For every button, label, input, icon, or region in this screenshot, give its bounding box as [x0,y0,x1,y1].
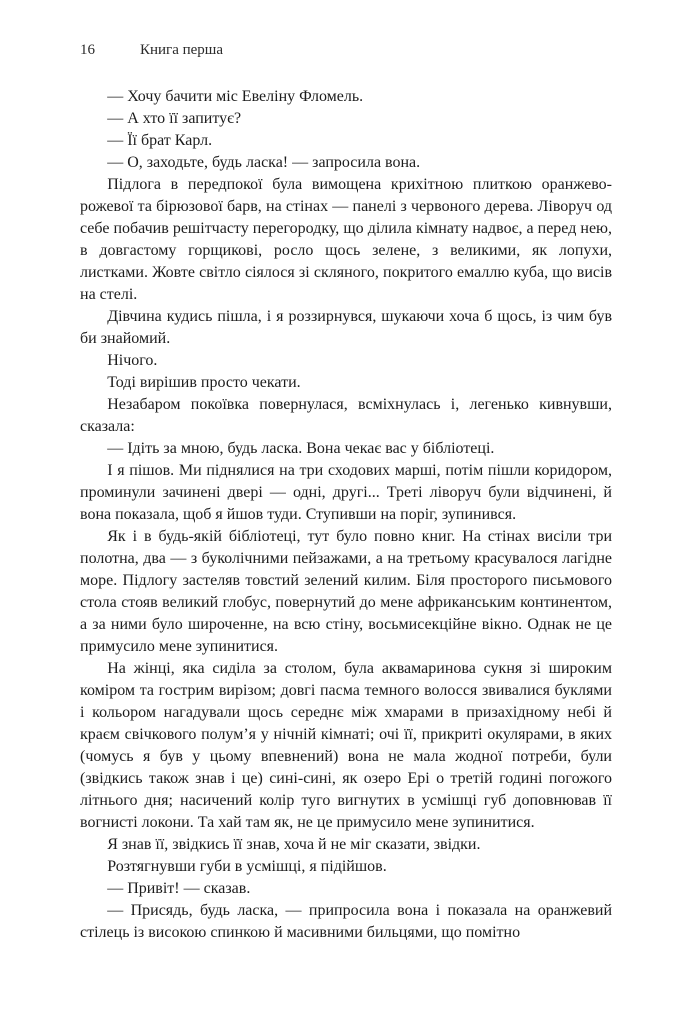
paragraph: — Хочу бачити міс Евеліну Фломель. [107,88,364,105]
paragraph: На жінці, яка сиділа за столом, була аквамаринова сукня зі широким коміром та гострим вирізом; довгі пасма темного волосся звивалися буклями і кольором нагадували щось середнє між хмарами в призахідному небі й краєм свічкового полум’я у нічній кімнаті; очі її, прикриті окулярами, в яких (чомусь я був у цьому впевнений) вона не мала жодної потреби, були (звідкись також знав і це) сині-сині, як озеро Ері о третій годині погожого літнього дня; насичений колір туго вигнутих в усмішці губ доповнював її вогнисті локони. Та хай там як, не це примусило мене зупинитися. [80,660,612,831]
paragraph: Я знав її, звідкись її знав, хоча й не міг сказати, звідки. [107,836,481,853]
page-content [80,40,612,944]
paragraph: — О, заходьте, будь ласка! — запросила вона. [107,154,421,171]
paragraph: — Привіт! — сказав. [107,880,251,897]
paragraph: Як і в будь-якій бібліотеці, тут було повно книг. На стінах висіли три полотна, два — з буколічними пейзажами, а на третьому красувалося лагідне море. Підлогу застеляв товстий зелений килим. Біля просторого письмового стола стояв великий глобус, повернутий до мене африканським континентом, а за ними було широченне, на всю стіну, восьмисекційне вікно. Однак не це примусило мене зупинитися. [80,528,612,655]
paragraph: Підлога в передпокої була вимощена крихітною плиткою оранжево-рожевої та бірюзової барв, на стінах — панелі з червоного дерева. Ліворуч од себе побачив решітчасту перегородку, що ділила кімнату надвоє, а перед нею, в довгастому горщикові, росло щось зелене, з великими, як лопухи, листками. Жовте світло сіялося зі скляного, покритого емаллю куба, що висів на стелі. [80,176,612,303]
paragraph: Нічого. [107,352,158,369]
page-header [80,40,612,60]
paragraph: Розтягнувши губи в усмішці, я підійшов. [107,858,387,875]
paragraph: Тоді вирішив просто чекати. [107,374,301,391]
paragraph: Незабаром покоївка повернулася, всміхнулась і, легенько кивнувши, сказала: [80,396,612,435]
paragraph: — Її брат Карл. [107,132,213,149]
paragraph: Дівчина кудись пішла, і я роззирнувся, шукаючи хоча б щось, із чим був би знайомий. [80,308,612,347]
page-body [80,86,612,944]
paragraph: І я пішов. Ми піднялися на три сходових марші, потім пішли коридором, проминули зачинені двері — одні, другі... Треті ліворуч були відчинені, й вона показала, щоб я йшов туди. Ступивши на поріг, зупинився. [80,462,612,523]
running-title: Книга перша [140,42,224,58]
paragraph: — Присядь, будь ласка, — припросила вона і показала на оранжевий стілець із високою спинкою й масивними бильцями, що помітно [80,902,612,941]
paragraph: — А хто її запитує? [107,110,242,127]
page-number: 16 [80,42,95,58]
paragraph: — Ідіть за мною, будь ласка. Вона чекає вас у бібліотеці. [107,440,495,457]
